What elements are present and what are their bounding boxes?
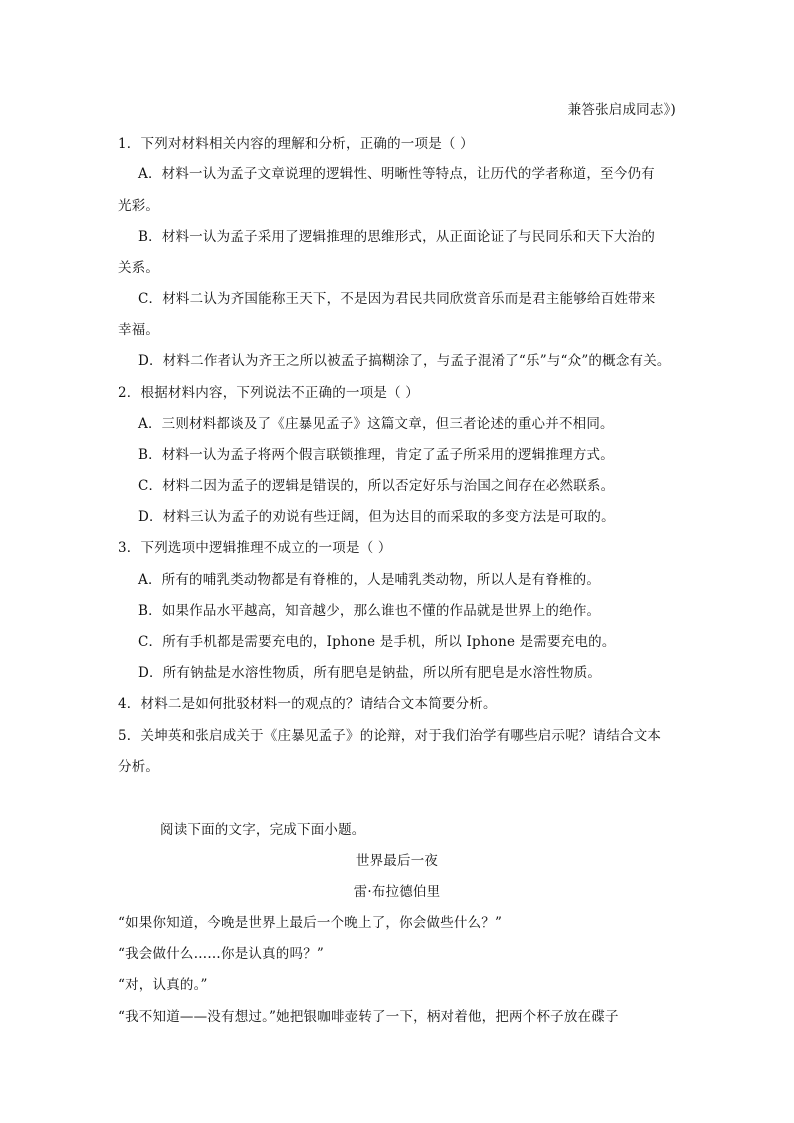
question-1-option-b-line1: B．材料一认为孟子采用了逻辑推理的思维形式，从正面论证了与民同乐和天下大治的 — [138, 229, 656, 245]
reading-paragraph-1: “如果你知道，今晚是世界上最后一个晚上了，你会做些什么？” — [118, 915, 503, 931]
question-5-stem-line2: 分析。 — [118, 759, 160, 775]
question-2-option-b: B．材料一认为孟子将两个假言联锁推理，肯定了孟子所采用的逻辑推理方式。 — [138, 447, 614, 463]
question-1-option-b-line2: 关系。 — [118, 260, 160, 276]
question-3-option-d: D．所有钠盐是水溶性物质，所有肥皂是钠盐，所以所有肥皂是水溶性物质。 — [138, 665, 602, 681]
reading-paragraph-2: “我会做什么……你是认真的吗？” — [118, 946, 325, 962]
reading-author: 雷·布拉德伯里 — [353, 884, 441, 900]
question-2-option-a: A．三则材料都谈及了《庄暴见孟子》这篇文章，但三者论述的重心并不相同。 — [138, 416, 614, 432]
question-2-option-d: D．材料三认为孟子的劝说有些迂阔，但为达目的而采取的多变方法是可取的。 — [138, 509, 615, 525]
reading-paragraph-4: “我不知道——没有想过。”她把银咖啡壶转了一下，柄对着他，把两个杯子放在碟子 — [118, 1009, 619, 1025]
question-1-stem: 1．下列对材料相关内容的理解和分析，正确的一项是（ ） — [118, 136, 474, 152]
question-3-option-b: B．如果作品水平越高，知音越少，那么谁也不懂的作品就是世界上的绝作。 — [138, 603, 601, 619]
question-1-option-a-line2: 光彩。 — [118, 198, 160, 214]
question-3-option-a: A．所有的哺乳类动物都是有脊椎的，人是哺乳类动物，所以人是有脊椎的。 — [138, 572, 601, 588]
question-1-option-c-line1: C．材料二认为齐国能称王天下，不是因为君民共同欣赏音乐而是君主能够给百姓带来 — [138, 291, 656, 307]
question-1-option-d: D．材料二作者认为齐王之所以被孟子搞糊涂了，与孟子混淆了“乐”与“众”的概念有关。 — [138, 353, 671, 369]
question-4-stem: 4．材料二是如何批驳材料一的观点的？请结合文本简要分析。 — [118, 696, 497, 712]
reading-paragraph-3: “对，认真的。” — [118, 977, 208, 993]
question-2-option-c: C．材料二因为孟子的逻辑是错误的，所以否定好乐与治国之间存在必然联系。 — [138, 478, 615, 494]
question-5-stem-line1: 5．关坤英和张启成关于《庄暴见孟子》的论辩，对于我们治学有哪些启示呢？请结合文本 — [118, 728, 662, 744]
question-1-option-c-line2: 幸福。 — [118, 322, 160, 338]
reading-title: 世界最后一夜 — [355, 853, 439, 869]
reading-intro: 阅读下面的文字，完成下面小题。 — [160, 822, 366, 838]
question-2-stem: 2．根据材料内容，下列说法不正确的一项是（ ） — [118, 385, 419, 401]
header-tail-text: 兼答张启成同志》) — [567, 102, 676, 118]
question-3-stem: 3．下列选项中逻辑推理不成立的一项是（ ） — [118, 540, 392, 556]
question-1-option-a-line1: A．材料一认为孟子文章说理的逻辑性、明晰性等特点，让历代的学者称道，至今仍有 — [138, 166, 655, 182]
question-3-option-c: C．所有手机都是需要充电的，Iphone 是手机，所以 Iphone 是需要充电的。 — [138, 634, 616, 650]
